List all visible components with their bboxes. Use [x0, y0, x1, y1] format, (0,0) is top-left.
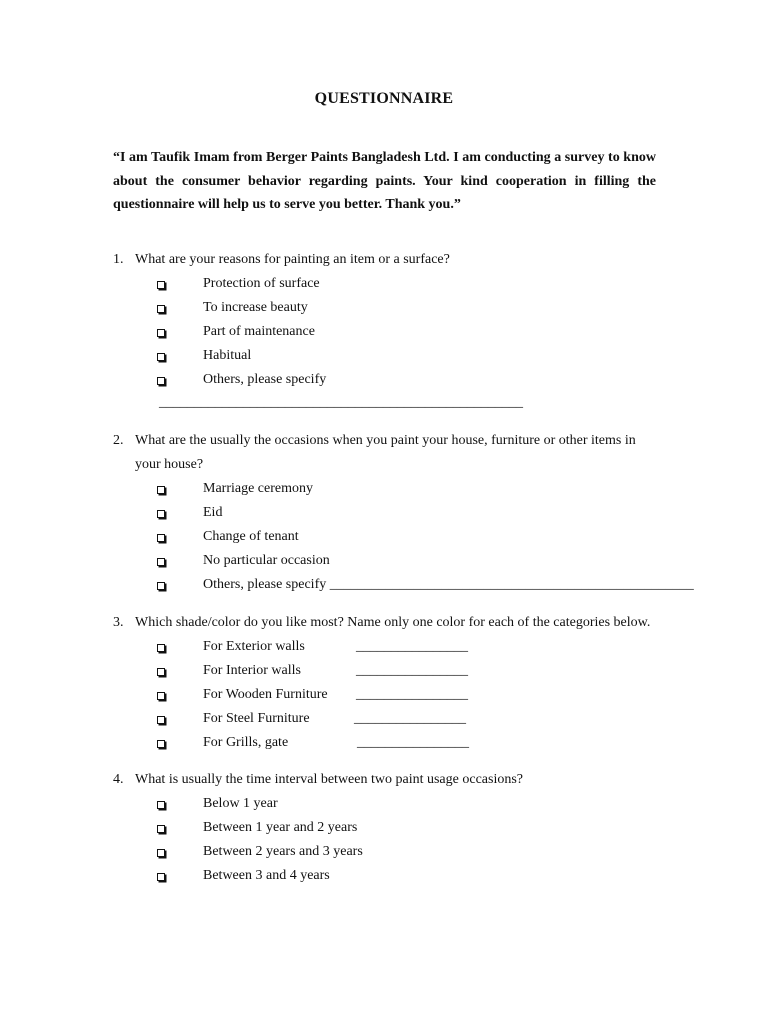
question-number: 3.	[113, 615, 124, 630]
option-wooden-furniture[interactable]	[113, 683, 673, 707]
option-protection-of-surface[interactable]	[113, 272, 673, 296]
option-eid[interactable]	[113, 501, 673, 525]
option-others-specify[interactable]	[113, 573, 694, 597]
checkbox-icon[interactable]	[157, 644, 165, 652]
option-label: Protection of surface	[203, 276, 320, 291]
question-3	[113, 611, 673, 754]
option-label: Part of maintenance	[203, 323, 315, 339]
option-marriage-ceremony[interactable]	[113, 477, 673, 501]
option-1-to-2-years[interactable]	[113, 816, 673, 840]
question-text: What are the usually the occasions when you paint your house, furniture or other items in	[135, 433, 636, 448]
color-answer-blank[interactable]: ________________	[356, 639, 468, 654]
question-number: 4.	[113, 772, 124, 787]
checkbox-icon[interactable]	[157, 692, 165, 700]
option-others-specify[interactable]	[113, 368, 673, 392]
question-1	[113, 248, 673, 415]
option-increase-beauty[interactable]	[113, 296, 673, 320]
option-label: For Steel Furniture	[203, 710, 310, 726]
option-label: Between 2 years and 3 years	[203, 843, 363, 859]
others-answer-line[interactable]	[113, 391, 673, 415]
checkbox-icon[interactable]	[157, 305, 165, 313]
option-label: For Interior walls	[203, 662, 301, 678]
checkbox-icon[interactable]	[157, 849, 165, 857]
checkbox-icon[interactable]	[157, 558, 165, 566]
checkbox-icon[interactable]	[157, 353, 165, 361]
checkbox-icon[interactable]	[157, 873, 165, 881]
option-label: Change of tenant	[203, 528, 299, 544]
option-label: Habitual	[203, 347, 252, 363]
checkbox-icon[interactable]	[157, 510, 165, 518]
option-label: Below 1 year	[203, 796, 278, 811]
option-label: For Wooden Furniture	[203, 686, 328, 702]
question-text: Which shade/color do you like most? Name only one color for each of the categories below.	[135, 615, 651, 630]
checkbox-icon[interactable]	[157, 281, 165, 289]
checkbox-icon[interactable]	[157, 534, 165, 542]
option-label: Others, please specify	[203, 371, 327, 387]
checkbox-icon[interactable]	[157, 740, 165, 748]
answer-blank[interactable]: ____________________________________________________	[159, 395, 523, 411]
option-label: For Exterior walls	[203, 639, 305, 654]
option-below-1-year[interactable]	[113, 792, 673, 816]
checkbox-icon[interactable]	[157, 329, 165, 337]
color-answer-blank[interactable]: ________________	[357, 734, 469, 750]
option-label: Marriage ceremony	[203, 481, 313, 496]
option-grills-gate[interactable]	[113, 731, 673, 755]
checkbox-icon[interactable]	[157, 825, 165, 833]
question-text: What are your reasons for painting an item or a surface?	[135, 252, 450, 267]
option-2-to-3-years[interactable]	[113, 840, 673, 864]
question-4	[113, 768, 673, 888]
option-interior-walls[interactable]	[113, 659, 673, 683]
option-habitual[interactable]	[113, 344, 673, 368]
color-answer-blank[interactable]: ________________	[354, 710, 466, 726]
option-exterior-walls[interactable]	[113, 635, 673, 659]
option-no-particular-occasion[interactable]	[113, 549, 673, 573]
question-2	[113, 429, 694, 596]
option-3-to-4-years[interactable]	[113, 864, 673, 888]
checkbox-icon[interactable]	[157, 486, 165, 494]
option-label: For Grills, gate	[203, 734, 289, 750]
checkbox-icon[interactable]	[157, 801, 165, 809]
checkbox-icon[interactable]	[157, 582, 165, 590]
option-label: Eid	[203, 504, 223, 520]
question-number: 1.	[113, 252, 124, 267]
option-label: Between 1 year and 2 years	[203, 819, 358, 835]
option-part-of-maintenance[interactable]	[113, 320, 673, 344]
checkbox-icon[interactable]	[157, 668, 165, 676]
page-title: QUESTIONNAIRE	[314, 90, 454, 107]
color-answer-blank[interactable]: ________________	[356, 686, 468, 702]
question-text-continued: your house?	[135, 457, 204, 472]
option-label: No particular occasion	[203, 552, 330, 568]
checkbox-icon[interactable]	[157, 377, 165, 385]
color-answer-blank[interactable]: ________________	[356, 662, 468, 678]
option-label: To increase beauty	[203, 299, 308, 315]
option-label: Others, please specify ____________________________________________________	[203, 576, 694, 592]
question-number: 2.	[113, 433, 124, 448]
intro-paragraph: “I am Taufik Imam from Berger Paints Bangladesh Ltd. I am conducting a survey to know about the consumer behavior regarding paints. Your kind cooperation in filling the questionnaire will help us to serve you better. Thank you.”	[113, 150, 656, 212]
checkbox-icon[interactable]	[157, 716, 165, 724]
option-steel-furniture[interactable]	[113, 707, 673, 731]
question-text: What is usually the time interval between two paint usage occasions?	[135, 772, 523, 787]
option-label: Between 3 and 4 years	[203, 867, 330, 883]
option-change-of-tenant[interactable]	[113, 525, 673, 549]
